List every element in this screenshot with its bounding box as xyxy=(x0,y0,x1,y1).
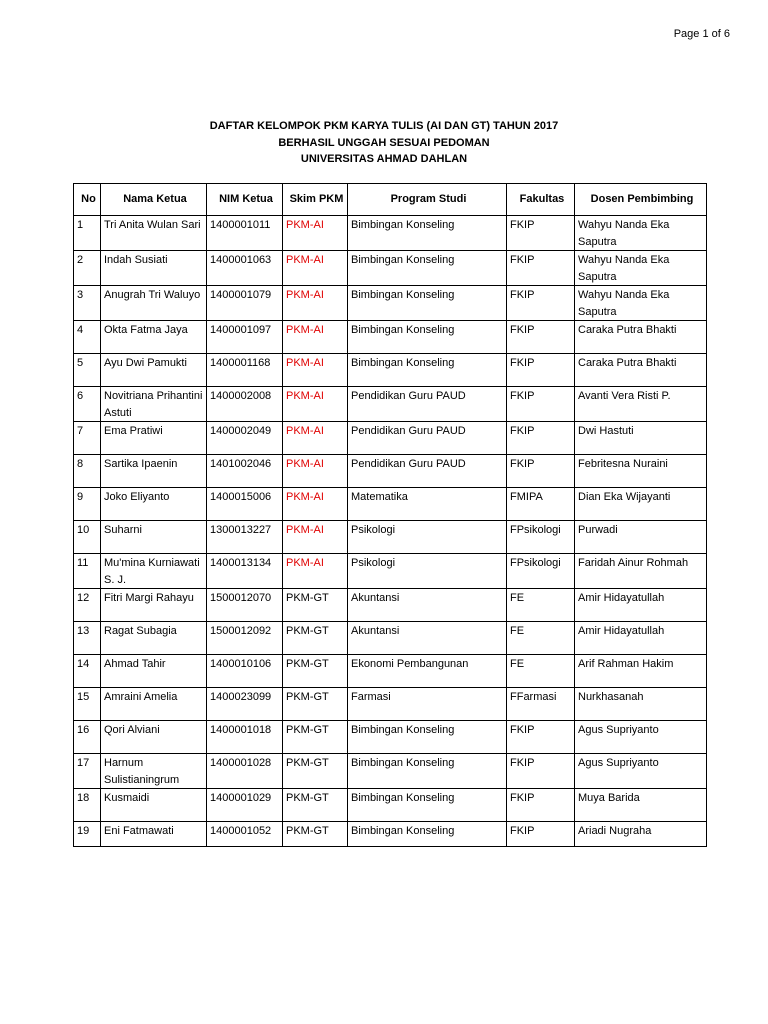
header-nim-ketua: NIM Ketua xyxy=(207,184,283,216)
header-skim-pkm: Skim PKM xyxy=(283,184,348,216)
cell-dosen-pembimbing: Wahyu Nanda Eka Saputra xyxy=(575,286,707,321)
cell-no: 10 xyxy=(74,521,101,554)
header-fakultas: Fakultas xyxy=(507,184,575,216)
table-header-row xyxy=(74,184,707,216)
cell-nama-ketua: Indah Susiati xyxy=(101,251,207,286)
cell-program-studi: Akuntansi xyxy=(348,622,507,655)
cell-skim-pkm: PKM-AI xyxy=(283,321,348,354)
cell-dosen-pembimbing: Agus Supriyanto xyxy=(575,721,707,754)
cell-no: 11 xyxy=(74,554,101,589)
cell-nim-ketua: 1400001079 xyxy=(207,286,283,321)
table-row xyxy=(74,688,707,721)
cell-nama-ketua: Amraini Amelia xyxy=(101,688,207,721)
cell-no: 18 xyxy=(74,789,101,822)
cell-fakultas: FKIP xyxy=(507,286,575,321)
cell-fakultas: FPsikologi xyxy=(507,521,575,554)
cell-dosen-pembimbing: Purwadi xyxy=(575,521,707,554)
cell-nama-ketua: Harnum Sulistianingrum xyxy=(101,754,207,789)
cell-program-studi: Bimbingan Konseling xyxy=(348,822,507,847)
cell-fakultas: FKIP xyxy=(507,422,575,455)
cell-nama-ketua: Ema Pratiwi xyxy=(101,422,207,455)
cell-skim-pkm: PKM-GT xyxy=(283,789,348,822)
cell-nama-ketua: Joko Eliyanto xyxy=(101,488,207,521)
cell-nim-ketua: 1400002008 xyxy=(207,387,283,422)
cell-dosen-pembimbing: Nurkhasanah xyxy=(575,688,707,721)
table-row xyxy=(74,488,707,521)
cell-skim-pkm: PKM-GT xyxy=(283,688,348,721)
cell-skim-pkm: PKM-GT xyxy=(283,589,348,622)
table-row xyxy=(74,589,707,622)
table-row xyxy=(74,422,707,455)
cell-fakultas: FKIP xyxy=(507,387,575,422)
cell-no: 6 xyxy=(74,387,101,422)
cell-program-studi: Bimbingan Konseling xyxy=(348,354,507,387)
cell-skim-pkm: PKM-AI xyxy=(283,455,348,488)
cell-program-studi: Psikologi xyxy=(348,521,507,554)
cell-dosen-pembimbing: Faridah Ainur Rohmah xyxy=(575,554,707,589)
table-row xyxy=(74,554,707,589)
cell-no: 13 xyxy=(74,622,101,655)
cell-no: 9 xyxy=(74,488,101,521)
header-dosen-pembimbing: Dosen Pembimbing xyxy=(575,184,707,216)
cell-program-studi: Bimbingan Konseling xyxy=(348,321,507,354)
cell-skim-pkm: PKM-AI xyxy=(283,387,348,422)
table-row xyxy=(74,521,707,554)
table-row xyxy=(74,387,707,422)
cell-skim-pkm: PKM-AI xyxy=(283,488,348,521)
cell-dosen-pembimbing: Amir Hidayatullah xyxy=(575,622,707,655)
table-row xyxy=(74,455,707,488)
cell-skim-pkm: PKM-AI xyxy=(283,521,348,554)
cell-program-studi: Ekonomi Pembangunan xyxy=(348,655,507,688)
cell-program-studi: Pendidikan Guru PAUD xyxy=(348,455,507,488)
header-no: No xyxy=(74,184,101,216)
header-program-studi: Program Studi xyxy=(348,184,507,216)
document-title xyxy=(0,118,768,168)
cell-program-studi: Bimbingan Konseling xyxy=(348,721,507,754)
cell-dosen-pembimbing: Ariadi Nugraha xyxy=(575,822,707,847)
cell-nama-ketua: Qori Alviani xyxy=(101,721,207,754)
cell-skim-pkm: PKM-GT xyxy=(283,822,348,847)
cell-program-studi: Bimbingan Konseling xyxy=(348,216,507,251)
cell-skim-pkm: PKM-AI xyxy=(283,216,348,251)
cell-nim-ketua: 1400001018 xyxy=(207,721,283,754)
cell-skim-pkm: PKM-GT xyxy=(283,655,348,688)
cell-nama-ketua: Mu'mina Kurniawati S. J. xyxy=(101,554,207,589)
title-line-1: DAFTAR KELOMPOK PKM KARYA TULIS (AI DAN GT) TAHUN 2017 xyxy=(209,120,559,132)
cell-nim-ketua: 1400001052 xyxy=(207,822,283,847)
cell-fakultas: FE xyxy=(507,589,575,622)
cell-fakultas: FKIP xyxy=(507,822,575,847)
cell-skim-pkm: PKM-GT xyxy=(283,754,348,789)
cell-no: 8 xyxy=(74,455,101,488)
cell-nim-ketua: 1400023099 xyxy=(207,688,283,721)
cell-program-studi: Bimbingan Konseling xyxy=(348,286,507,321)
cell-skim-pkm: PKM-AI xyxy=(283,286,348,321)
cell-no: 2 xyxy=(74,251,101,286)
page-number: Page 1 of 6 xyxy=(673,28,730,40)
cell-skim-pkm: PKM-GT xyxy=(283,721,348,754)
cell-program-studi: Farmasi xyxy=(348,688,507,721)
cell-nim-ketua: 1400001028 xyxy=(207,754,283,789)
cell-nim-ketua: 1400010106 xyxy=(207,655,283,688)
cell-nama-ketua: Okta Fatma Jaya xyxy=(101,321,207,354)
cell-nim-ketua: 1400001063 xyxy=(207,251,283,286)
cell-nim-ketua: 1400002049 xyxy=(207,422,283,455)
cell-skim-pkm: PKM-AI xyxy=(283,422,348,455)
roster-table xyxy=(73,183,707,847)
cell-fakultas: FKIP xyxy=(507,251,575,286)
cell-no: 12 xyxy=(74,589,101,622)
title-line-3: UNIVERSITAS AHMAD DAHLAN xyxy=(300,153,468,165)
cell-skim-pkm: PKM-GT xyxy=(283,622,348,655)
table-row xyxy=(74,286,707,321)
table-row xyxy=(74,721,707,754)
cell-dosen-pembimbing: Wahyu Nanda Eka Saputra xyxy=(575,251,707,286)
cell-nim-ketua: 1400001097 xyxy=(207,321,283,354)
cell-nim-ketua: 1401002046 xyxy=(207,455,283,488)
table-body xyxy=(74,216,707,847)
cell-program-studi: Bimbingan Konseling xyxy=(348,789,507,822)
cell-nama-ketua: Sartika Ipaenin xyxy=(101,455,207,488)
cell-no: 14 xyxy=(74,655,101,688)
cell-no: 16 xyxy=(74,721,101,754)
cell-program-studi: Psikologi xyxy=(348,554,507,589)
cell-program-studi: Bimbingan Konseling xyxy=(348,754,507,789)
cell-dosen-pembimbing: Caraka Putra Bhakti xyxy=(575,354,707,387)
cell-nim-ketua: 1400001168 xyxy=(207,354,283,387)
cell-nama-ketua: Ahmad Tahir xyxy=(101,655,207,688)
cell-fakultas: FMIPA xyxy=(507,488,575,521)
table-row xyxy=(74,655,707,688)
cell-nama-ketua: Eni Fatmawati xyxy=(101,822,207,847)
cell-dosen-pembimbing: Arif Rahman Hakim xyxy=(575,655,707,688)
cell-nim-ketua: 1400001029 xyxy=(207,789,283,822)
table-row xyxy=(74,251,707,286)
cell-fakultas: FKIP xyxy=(507,216,575,251)
cell-no: 7 xyxy=(74,422,101,455)
cell-fakultas: FE xyxy=(507,622,575,655)
cell-fakultas: FFarmasi xyxy=(507,688,575,721)
title-line-2: BERHASIL UNGGAH SESUAI PEDOMAN xyxy=(278,136,490,149)
cell-dosen-pembimbing: Febritesna Nuraini xyxy=(575,455,707,488)
cell-nama-ketua: Suharni xyxy=(101,521,207,554)
cell-nama-ketua: Ayu Dwi Pamukti xyxy=(101,354,207,387)
header-nama-ketua: Nama Ketua xyxy=(101,184,207,216)
cell-no: 15 xyxy=(74,688,101,721)
cell-dosen-pembimbing: Avanti Vera Risti P. xyxy=(575,387,707,422)
cell-fakultas: FE xyxy=(507,655,575,688)
cell-nama-ketua: Novitriana Prihantini Astuti xyxy=(101,387,207,422)
cell-fakultas: FKIP xyxy=(507,354,575,387)
cell-nim-ketua: 1500012070 xyxy=(207,589,283,622)
cell-no: 1 xyxy=(74,216,101,251)
cell-no: 4 xyxy=(74,321,101,354)
cell-nama-ketua: Tri Anita Wulan Sari xyxy=(101,216,207,251)
cell-fakultas: FKIP xyxy=(507,721,575,754)
cell-fakultas: FKIP xyxy=(507,789,575,822)
cell-nim-ketua: 1400001011 xyxy=(207,216,283,251)
cell-dosen-pembimbing: Dwi Hastuti xyxy=(575,422,707,455)
cell-no: 17 xyxy=(74,754,101,789)
cell-fakultas: FKIP xyxy=(507,455,575,488)
cell-dosen-pembimbing: Amir Hidayatullah xyxy=(575,589,707,622)
cell-nama-ketua: Ragat Subagia xyxy=(101,622,207,655)
cell-dosen-pembimbing: Agus Supriyanto xyxy=(575,754,707,789)
cell-fakultas: FPsikologi xyxy=(507,554,575,589)
cell-skim-pkm: PKM-AI xyxy=(283,354,348,387)
table-row xyxy=(74,822,707,847)
cell-program-studi: Pendidikan Guru PAUD xyxy=(348,422,507,455)
table-row xyxy=(74,622,707,655)
cell-nama-ketua: Fitri Margi Rahayu xyxy=(101,589,207,622)
cell-dosen-pembimbing: Muya Barida xyxy=(575,789,707,822)
table-row xyxy=(74,354,707,387)
table-row xyxy=(74,789,707,822)
cell-fakultas: FKIP xyxy=(507,754,575,789)
cell-no: 5 xyxy=(74,354,101,387)
cell-skim-pkm: PKM-AI xyxy=(283,554,348,589)
cell-fakultas: FKIP xyxy=(507,321,575,354)
cell-program-studi: Pendidikan Guru PAUD xyxy=(348,387,507,422)
cell-skim-pkm: PKM-AI xyxy=(283,251,348,286)
cell-nim-ketua: 1400015006 xyxy=(207,488,283,521)
cell-nim-ketua: 1500012092 xyxy=(207,622,283,655)
cell-dosen-pembimbing: Dian Eka Wijayanti xyxy=(575,488,707,521)
cell-nim-ketua: 1400013134 xyxy=(207,554,283,589)
cell-dosen-pembimbing: Caraka Putra Bhakti xyxy=(575,321,707,354)
cell-dosen-pembimbing: Wahyu Nanda Eka Saputra xyxy=(575,216,707,251)
cell-program-studi: Matematika xyxy=(348,488,507,521)
table-row xyxy=(74,321,707,354)
cell-program-studi: Bimbingan Konseling xyxy=(348,251,507,286)
table-row xyxy=(74,216,707,251)
cell-program-studi: Akuntansi xyxy=(348,589,507,622)
cell-no: 19 xyxy=(74,822,101,847)
cell-nama-ketua: Kusmaidi xyxy=(101,789,207,822)
cell-no: 3 xyxy=(74,286,101,321)
cell-nim-ketua: 1300013227 xyxy=(207,521,283,554)
table-row xyxy=(74,754,707,789)
cell-nama-ketua: Anugrah Tri Waluyo xyxy=(101,286,207,321)
